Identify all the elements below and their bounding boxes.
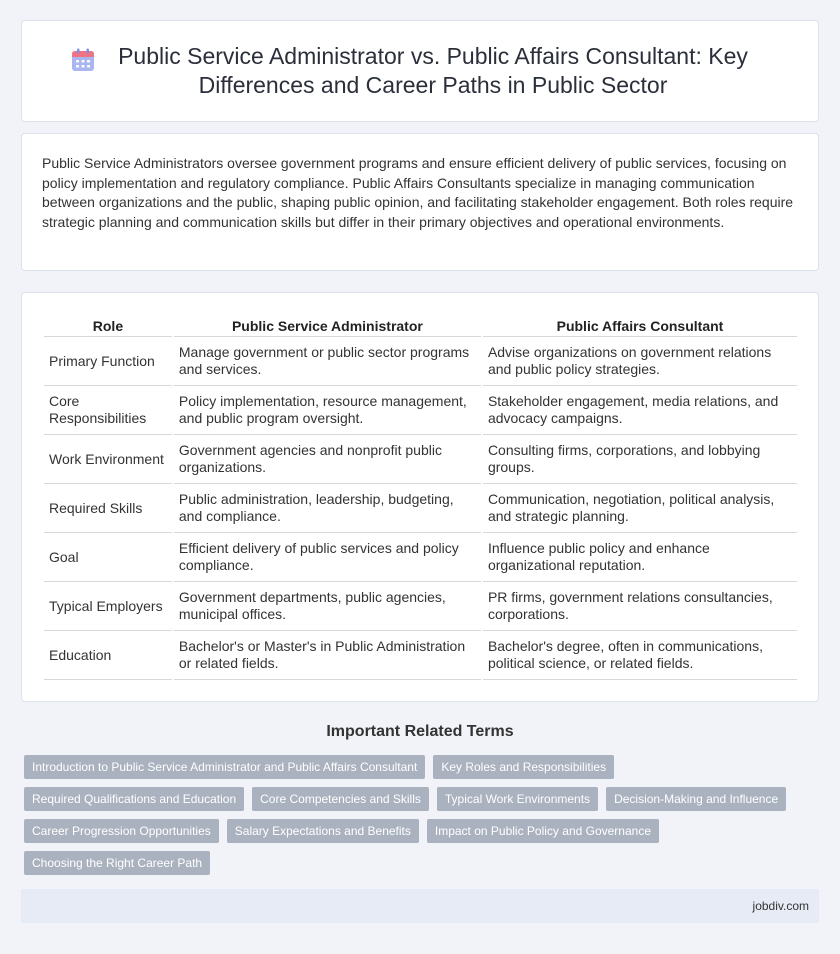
- table-cell: Public administration, leadership, budgeting, and compliance.: [174, 484, 481, 533]
- table-cell: PR firms, government relations consultancies, corporations.: [483, 582, 797, 631]
- row-label: Core Responsibilities: [44, 386, 172, 435]
- table-cell: Manage government or public sector programs and services.: [174, 337, 481, 386]
- related-term-tag[interactable]: Decision-Making and Influence: [606, 787, 786, 811]
- table-row: [44, 337, 797, 386]
- table-row: [44, 386, 797, 435]
- footer: [21, 889, 819, 923]
- table-header-row: [44, 315, 797, 337]
- row-label: Education: [44, 631, 172, 680]
- intro-paragraph: Public Service Administrators oversee government programs and ensure efficient delivery of public services, focusing on policy implementation and regulatory compliance. Public Affairs Consultants specialize in managing communication between organizations and the public, shaping public opinion, and facilitating stakeholder engagement. Both roles require strategic planning and communication skills but differ in their primary objectives and operational environments.: [42, 155, 794, 230]
- table-row: [44, 533, 797, 582]
- related-terms-title: Important Related Terms: [326, 723, 514, 740]
- related-term-tag[interactable]: Core Competencies and Skills: [252, 787, 429, 811]
- table-cell: Efficient delivery of public services and policy compliance.: [174, 533, 481, 582]
- table-cell: Bachelor's degree, often in communications, political science, or related fields.: [483, 631, 797, 680]
- related-term-tag[interactable]: Career Progression Opportunities: [24, 819, 219, 843]
- related-term-tag[interactable]: Choosing the Right Career Path: [24, 851, 210, 875]
- footer-site-link[interactable]: jobdiv.com: [752, 899, 809, 913]
- table-cell: Communication, negotiation, political analysis, and strategic planning.: [483, 484, 797, 533]
- comparison-table: [42, 315, 799, 680]
- row-label: Goal: [44, 533, 172, 582]
- column-header-public-affairs-consultant: Public Affairs Consultant: [483, 315, 797, 337]
- related-term-tag[interactable]: Introduction to Public Service Administrator and Public Affairs Consultant: [24, 755, 425, 779]
- table-cell: Bachelor's or Master's in Public Administration or related fields.: [174, 631, 481, 680]
- column-header-role: Role: [44, 315, 172, 337]
- table-cell: Stakeholder engagement, media relations, and advocacy campaigns.: [483, 386, 797, 435]
- table-cell: Consulting firms, corporations, and lobbying groups.: [483, 435, 797, 484]
- related-term-tag[interactable]: Salary Expectations and Benefits: [227, 819, 419, 843]
- row-label: Primary Function: [44, 337, 172, 386]
- column-header-public-service-administrator: Public Service Administrator: [174, 315, 481, 337]
- intro-card: [21, 133, 819, 271]
- related-term-tag[interactable]: Key Roles and Responsibilities: [433, 755, 614, 779]
- related-term-tag[interactable]: Required Qualifications and Education: [24, 787, 244, 811]
- header-card: [21, 20, 819, 122]
- related-terms-list: [24, 755, 804, 875]
- table-row: [44, 484, 797, 533]
- table-row: [44, 631, 797, 680]
- page-title: Public Service Administrator vs. Public Affairs Consultant: Key Differences and Career Paths in Public Sector: [118, 43, 748, 98]
- comparison-table-card: [21, 292, 819, 702]
- table-cell: Government departments, public agencies, municipal offices.: [174, 582, 481, 631]
- related-term-tag[interactable]: Impact on Public Policy and Governance: [427, 819, 659, 843]
- table-cell: Policy implementation, resource management, and public program oversight.: [174, 386, 481, 435]
- table-row: [44, 435, 797, 484]
- table-cell: Advise organizations on government relations and public policy strategies.: [483, 337, 797, 386]
- table-cell: Influence public policy and enhance organizational reputation.: [483, 533, 797, 582]
- table-cell: Government agencies and nonprofit public organizations.: [174, 435, 481, 484]
- row-label: Typical Employers: [44, 582, 172, 631]
- table-row: [44, 582, 797, 631]
- related-term-tag[interactable]: Typical Work Environments: [437, 787, 598, 811]
- row-label: Work Environment: [44, 435, 172, 484]
- row-label: Required Skills: [44, 484, 172, 533]
